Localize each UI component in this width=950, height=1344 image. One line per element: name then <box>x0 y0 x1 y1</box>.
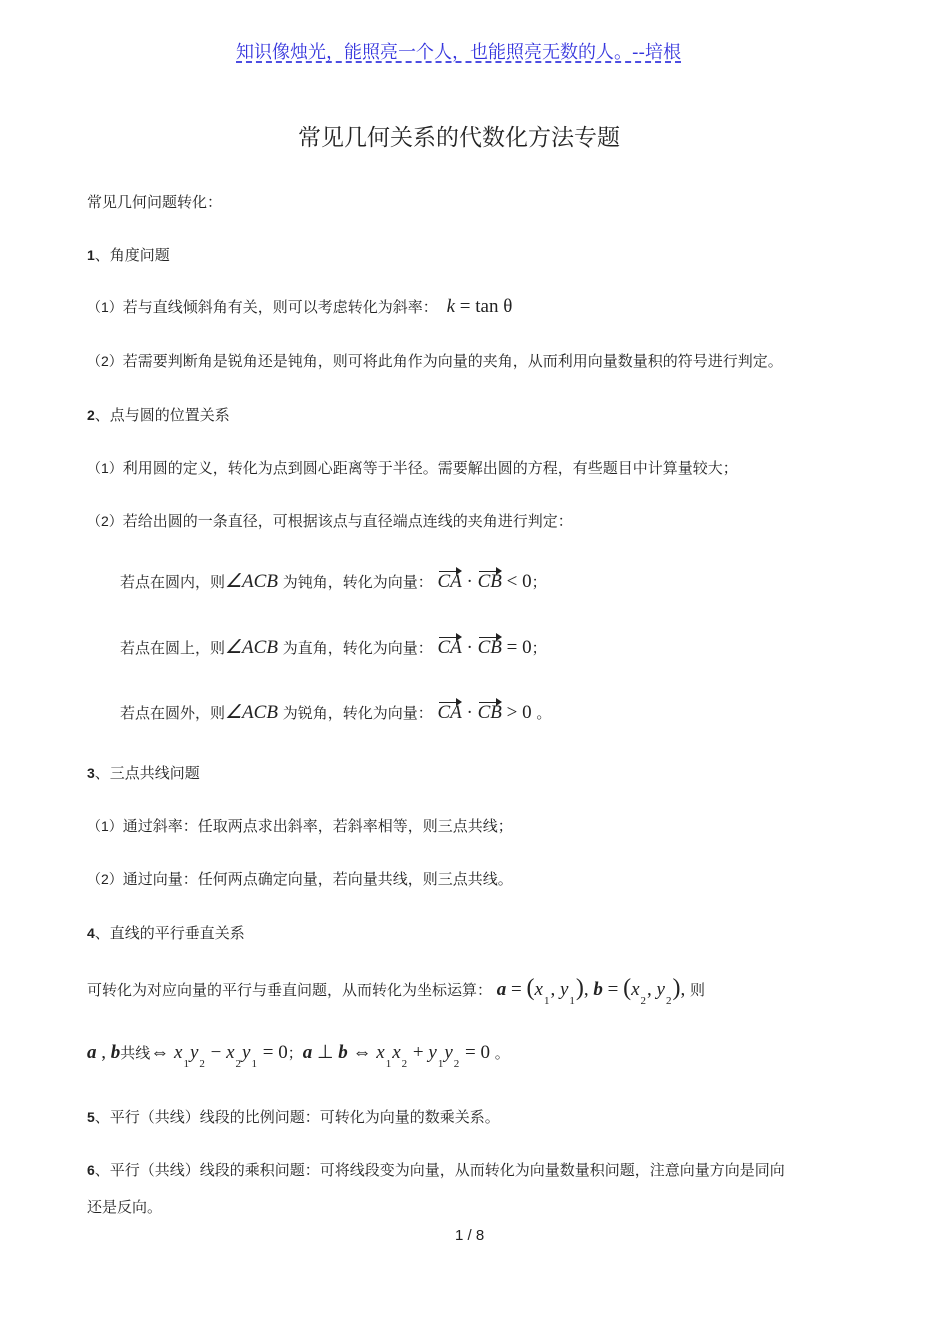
circle-case-inside: 若点在圆内，则∠ACB 为钝角，转化为向量： CA · CB < 0； <box>120 571 547 592</box>
item-text: 若与直线倾斜角有关，则可以考虑转化为斜率： <box>122 298 438 316</box>
angle-acb: ∠ACB <box>225 637 278 658</box>
section-number: 1 <box>87 247 95 263</box>
section-6-heading <box>87 1159 785 1180</box>
item-text: 若给出圆的一条直径，可根据该点与直径端点连线的夹角进行判定： <box>122 512 573 530</box>
item-label: （2） <box>87 871 123 887</box>
perpendicular-formula: a ⊥ b ⇔ $x_1x_2 + y_1y_2 = 0$ <box>302 1042 490 1070</box>
vector-dot-product: CA · CB > 0 <box>437 702 532 723</box>
section-2-item-1 <box>87 457 738 478</box>
section-title: 、角度问题 <box>94 246 170 264</box>
circle-case-outside: 若点在圆外，则∠ACB 为锐角，转化为向量： CA · CB > 0 。 <box>120 702 552 723</box>
section-number: 6 <box>87 1162 95 1178</box>
angle-acb: ∠ACB <box>225 702 278 723</box>
section-2-heading <box>87 404 230 425</box>
item-label: （1） <box>87 460 123 476</box>
vector-dot-product: CA · CB = 0 <box>437 637 532 658</box>
item-text: 若需要判断角是锐角还是钝角，则可将此角作为向量的夹角，从而利用向量数量积的符号进行判定。 <box>122 352 783 370</box>
section-3-item-2 <box>87 868 513 889</box>
section-title: 、平行（共线）线段的比例问题：可转化为向量的数乘关系。 <box>94 1108 500 1126</box>
section-5-heading <box>87 1106 500 1127</box>
page-title: 常见几何关系的代数化方法专题 <box>298 125 620 151</box>
item-text: 通过斜率：任取两点求出斜率，若斜率相等，则三点共线； <box>122 817 513 835</box>
section-number: 4 <box>87 925 95 941</box>
slope-formula: k = tan θ <box>446 296 513 317</box>
item-text: 通过向量：任何两点确定向量，若向量共线，则三点共线。 <box>122 870 513 888</box>
section-1-item-2 <box>87 350 783 371</box>
parallel-formula: ⇔ $x_1y_2 - x_2y_1 = 0$ <box>150 1042 288 1070</box>
item-text: 可转化为对应向量的平行与垂直问题，从而转化为坐标运算： <box>87 981 493 999</box>
item-label: （2） <box>87 513 123 529</box>
section-2-item-2 <box>87 510 573 531</box>
section-title: 、三点共线问题 <box>94 764 200 782</box>
section-1-item-1 <box>87 296 512 318</box>
section-3-heading <box>87 762 200 783</box>
page-number: 1 / 8 <box>455 1227 485 1244</box>
header-motto: 知识像烛光，能照亮一个人，也能照亮无数的人。--培根 <box>236 42 681 63</box>
section-4-line-1: 可转化为对应向量的平行与垂直问题，从而转化为坐标运算： $a = (x_1$, $y_1$), $b = (x_2$, $y_2$), 则 <box>87 975 705 1007</box>
vector-dot-product: CA · CB < 0 <box>437 571 532 592</box>
section-number: 5 <box>87 1109 95 1125</box>
section-6-continuation: 还是反向。 <box>87 1198 163 1216</box>
section-title: 、点与圆的位置关系 <box>94 406 230 424</box>
circle-case-on: 若点在圆上，则∠ACB 为直角，转化为向量： CA · CB = 0； <box>120 637 547 658</box>
item-label: （1） <box>87 818 123 834</box>
section-4-heading <box>87 922 245 943</box>
section-title: 、直线的平行垂直关系 <box>94 924 245 942</box>
section-number: 3 <box>87 765 95 781</box>
item-text: 利用圆的定义，转化为点到圆心距离等于半径。需要解出圆的方程，有些题目中计算量较大； <box>122 459 738 477</box>
section-title: 、平行（共线）线段的乘积问题：可将线段变为向量，从而转化为向量数量积问题，注意向量方向是同向 <box>94 1161 785 1179</box>
section-3-item-1 <box>87 815 513 836</box>
angle-acb: ∠ACB <box>225 571 278 592</box>
section-1-heading <box>87 244 170 265</box>
vector-coordinates: $a = (x_1$, $y_1$), $b = (x_2$, $y_2$), <box>496 975 690 1007</box>
intro-text: 常见几何问题转化： <box>87 193 223 211</box>
parallel-condition: a , b <box>87 1042 121 1063</box>
section-4-line-2: a , b共线⇔ $x_1y_2 - x_2y_1 = 0$；a ⊥ b ⇔ $x_1x_2 + y_1y_2 = 0$ 。 <box>87 1042 510 1070</box>
item-label: （1） <box>87 299 123 315</box>
item-label: （2） <box>87 353 123 369</box>
section-number: 2 <box>87 407 95 423</box>
